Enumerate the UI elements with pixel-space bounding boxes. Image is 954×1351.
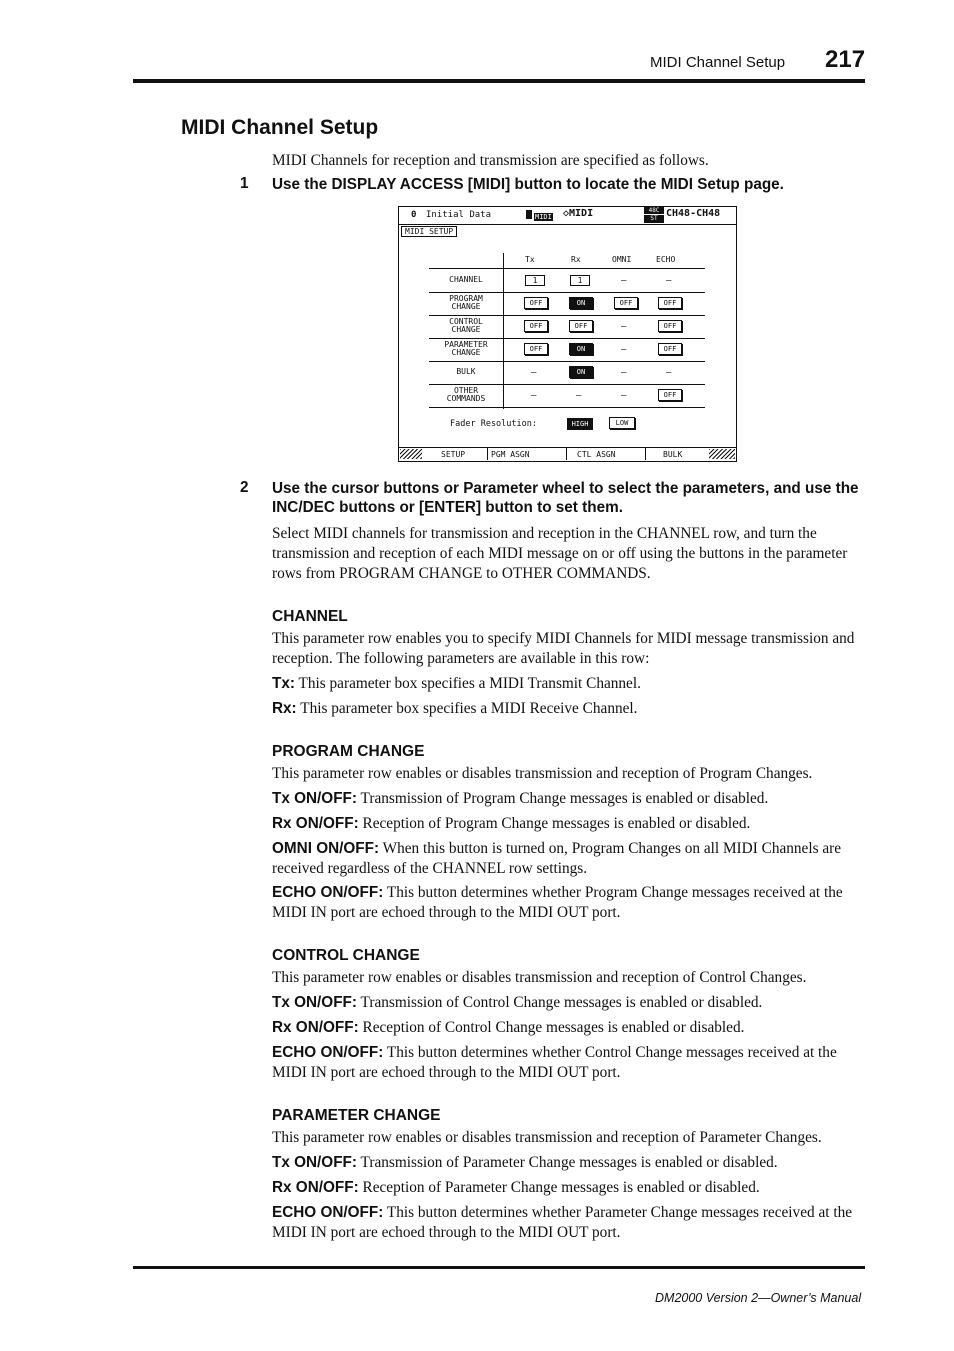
lcd-row-oth-2: COMMANDS bbox=[446, 394, 486, 403]
term-tx-onoff: Tx ON/OFF: bbox=[272, 994, 357, 1011]
term-omni-onoff: OMNI ON/OFF: bbox=[272, 840, 380, 857]
program-change-omni-item bbox=[272, 839, 864, 879]
parameter-change-echo-text: This button determines whether Parameter Change messages received at the MIDI IN port are echoed through to the MIDI OUT port. bbox=[272, 1204, 853, 1241]
lcd-badge-top: 48C bbox=[644, 207, 664, 214]
lcd-col-echo: ECHO bbox=[656, 255, 676, 264]
term-rx-onoff: Rx ON/OFF: bbox=[272, 1179, 359, 1196]
lcd-tab-hatch-right bbox=[709, 449, 735, 459]
lcd-screen bbox=[398, 206, 737, 462]
lcd-row-ctl-2: CHANGE bbox=[451, 325, 481, 334]
lcd-tab-divider bbox=[566, 448, 567, 460]
term-echo-onoff: ECHO ON/OFF: bbox=[272, 1044, 384, 1061]
lcd-midi-glyph-icon bbox=[526, 210, 532, 219]
term-rx-onoff: Rx ON/OFF: bbox=[272, 815, 359, 832]
program-change-body: This parameter row enables or disables transmission and reception of Program Changes. bbox=[272, 765, 813, 782]
footer-manual-title: DM2000 Version 2—Owner’s Manual bbox=[655, 1291, 862, 1305]
lcd-row-ctl-1: CONTROL bbox=[449, 317, 483, 326]
running-header-section: MIDI Channel Setup bbox=[650, 54, 786, 71]
lcd-bulk-echo-value: – bbox=[666, 368, 672, 378]
parameter-change-rx-text: Reception of Parameter Change messages is enabled or disabled. bbox=[362, 1179, 760, 1196]
lcd-row-rule bbox=[429, 338, 705, 339]
lcd-fader-resolution-label: Fader Resolution: bbox=[450, 419, 537, 429]
control-change-body: This parameter row enables or disables transmission and reception of Control Changes. bbox=[272, 969, 807, 986]
lcd-oth-tx-value: – bbox=[531, 391, 537, 401]
lcd-fader-high-button[interactable]: HIGH bbox=[567, 418, 593, 430]
control-change-echo-text: This button determines whether Control Change messages received at the MIDI IN port are echoed through to the MIDI OUT port. bbox=[272, 1044, 837, 1081]
term-tx-onoff: Tx ON/OFF: bbox=[272, 790, 357, 807]
lcd-row-rule bbox=[429, 361, 705, 362]
program-change-rx-text: Reception of Program Change messages is enabled or disabled. bbox=[362, 815, 751, 832]
lcd-row-prm-1: PARAMETER bbox=[444, 340, 488, 349]
intro-paragraph: MIDI Channels for reception and transmission are specified as follows. bbox=[272, 152, 709, 169]
control-change-echo-item bbox=[272, 1043, 864, 1083]
lcd-channel-range: CH48-CH48 bbox=[666, 208, 721, 219]
term-tx: Tx: bbox=[272, 675, 295, 692]
lcd-ctl-echo-button[interactable]: OFF bbox=[658, 320, 682, 332]
channel-rx-item bbox=[272, 699, 864, 719]
lcd-row-oth-1: OTHER bbox=[453, 386, 479, 395]
lcd-channel-echo-value: – bbox=[666, 276, 672, 286]
lcd-header-divider bbox=[503, 253, 504, 269]
step-text-1: Use the DISPLAY ACCESS [MIDI] button to locate the MIDI Setup page. bbox=[272, 176, 784, 193]
lcd-oth-echo-button[interactable]: OFF bbox=[658, 389, 682, 401]
lcd-row-rule bbox=[429, 407, 705, 408]
lcd-scene-number: 0 bbox=[411, 210, 417, 220]
lcd-row-rule bbox=[429, 384, 705, 385]
term-rx-onoff: Rx ON/OFF: bbox=[272, 1019, 359, 1036]
lcd-prm-echo-button[interactable]: OFF bbox=[658, 343, 682, 355]
lcd-tab-bulk[interactable]: BULK bbox=[663, 450, 683, 459]
lcd-row-prm-2: CHANGE bbox=[451, 348, 481, 357]
program-change-echo-text: This button determines whether Program Change messages received at the MIDI IN port are echoed through to the MIDI OUT port. bbox=[272, 884, 843, 921]
lcd-tab-divider bbox=[645, 448, 646, 460]
parameter-change-rx-item bbox=[272, 1178, 864, 1198]
lcd-oth-rx-value: – bbox=[576, 391, 582, 401]
lcd-badge-bottom: ST bbox=[644, 215, 664, 223]
program-change-tx-item bbox=[272, 789, 864, 809]
term-echo-onoff: ECHO ON/OFF: bbox=[272, 884, 384, 901]
lcd-row-rule bbox=[429, 292, 705, 293]
lcd-midi-badge: MIDI bbox=[535, 213, 552, 221]
lcd-pgm-echo-button[interactable]: OFF bbox=[658, 297, 682, 309]
lcd-channel-tx-box[interactable]: 1 bbox=[525, 275, 545, 286]
lcd-tab-title: MIDI SETUP bbox=[401, 226, 457, 237]
lcd-channel-omni-value: – bbox=[621, 276, 627, 286]
lcd-title-bar bbox=[399, 207, 736, 225]
channel-body: This parameter row enables you to specify MIDI Channels for MIDI message transmission and reception. The following parameters are available in this row: bbox=[272, 630, 855, 667]
control-change-tx-item bbox=[272, 993, 864, 1013]
lcd-bulk-tx-value: – bbox=[531, 368, 537, 378]
control-change-tx-text: Transmission of Control Change messages is enabled or disabled. bbox=[360, 994, 763, 1011]
lcd-tab-ctl-asgn[interactable]: CTL ASGN bbox=[577, 450, 616, 459]
heading-channel: CHANNEL bbox=[272, 608, 348, 625]
lcd-oth-omni-value: – bbox=[621, 391, 627, 401]
lcd-row-rule bbox=[429, 315, 705, 316]
footer-rule bbox=[133, 1266, 865, 1269]
lcd-row-channel: CHANNEL bbox=[449, 275, 483, 284]
lcd-tab-pgm-asgn[interactable]: PGM ASGN bbox=[491, 450, 530, 459]
lcd-pgm-omni-button[interactable]: OFF bbox=[614, 297, 638, 309]
lcd-tab-divider bbox=[487, 448, 488, 460]
lcd-col-omni: OMNI bbox=[612, 255, 632, 264]
parameter-change-echo-item bbox=[272, 1203, 864, 1243]
lcd-prm-omni-value: – bbox=[621, 345, 627, 355]
lcd-page-name: ◇MIDI bbox=[563, 208, 594, 219]
lcd-tabbar-rule bbox=[399, 447, 736, 448]
lcd-bulk-rx-button[interactable]: ON bbox=[569, 366, 593, 378]
section-title: MIDI Channel Setup bbox=[181, 116, 379, 139]
parameter-change-tx-text: Transmission of Parameter Change messages is enabled or disabled. bbox=[360, 1154, 778, 1171]
term-rx: Rx: bbox=[272, 700, 297, 717]
program-change-omni-text: When this button is turned on, Program Changes on all MIDI Channels are received regardless of the CHANNEL row settings. bbox=[272, 840, 842, 877]
lcd-ctl-omni-value: – bbox=[621, 322, 627, 332]
lcd-row-bulk: BULK bbox=[456, 367, 476, 376]
lcd-pgm-tx-button[interactable]: OFF bbox=[524, 297, 548, 309]
lcd-col-rx: Rx bbox=[571, 255, 581, 264]
step2-body: Select MIDI channels for transmission and reception in the CHANNEL row, and turn the transmission and reception of each MIDI message on or off using the buttons in the parameter rows from PROGRAM CHANGE to OTHER COMMANDS. bbox=[272, 525, 848, 582]
channel-tx-text: This parameter box specifies a MIDI Transmit Channel. bbox=[298, 675, 641, 692]
program-change-tx-text: Transmission of Program Change messages is enabled or disabled. bbox=[360, 790, 769, 807]
lcd-prm-rx-button[interactable]: ON bbox=[569, 343, 593, 355]
program-change-echo-item bbox=[272, 883, 864, 923]
lcd-bulk-omni-value: – bbox=[621, 368, 627, 378]
channel-tx-item bbox=[272, 674, 864, 694]
heading-parameter-change: PARAMETER CHANGE bbox=[272, 1107, 441, 1124]
lcd-ctl-rx-button[interactable]: OFF bbox=[569, 320, 593, 332]
lcd-col-tx: Tx bbox=[525, 255, 535, 264]
parameter-change-tx-item bbox=[272, 1153, 864, 1173]
term-echo-onoff: ECHO ON/OFF: bbox=[272, 1204, 384, 1221]
lcd-channel-rx-box[interactable]: 1 bbox=[570, 275, 590, 286]
parameter-change-body: This parameter row enables or disables transmission and reception of Parameter Changes. bbox=[272, 1129, 822, 1146]
step-text-2: Use the cursor buttons or Parameter wheel to select the parameters, and use the INC/DEC buttons or [ENTER] button to set them. bbox=[272, 480, 859, 516]
term-tx-onoff: Tx ON/OFF: bbox=[272, 1154, 357, 1171]
lcd-header-rule bbox=[429, 268, 705, 269]
step-number-2: 2 bbox=[240, 479, 249, 496]
lcd-row-pgm-1: PROGRAM bbox=[449, 294, 483, 303]
lcd-prm-tx-button[interactable]: OFF bbox=[524, 343, 548, 355]
header-rule bbox=[133, 79, 865, 83]
control-change-rx-item bbox=[272, 1018, 864, 1038]
control-change-rx-text: Reception of Control Change messages is enabled or disabled. bbox=[362, 1019, 745, 1036]
heading-control-change: CONTROL CHANGE bbox=[272, 947, 420, 964]
page-number: 217 bbox=[825, 46, 866, 73]
lcd-scene-title: Initial Data bbox=[426, 210, 492, 220]
heading-program-change: PROGRAM CHANGE bbox=[272, 743, 425, 760]
lcd-ctl-tx-button[interactable]: OFF bbox=[524, 320, 548, 332]
step-number-1: 1 bbox=[240, 175, 249, 192]
lcd-row-pgm-2: CHANGE bbox=[451, 302, 481, 311]
program-change-rx-item bbox=[272, 814, 864, 834]
lcd-tab-hatch-left bbox=[400, 449, 422, 459]
channel-rx-text: This parameter box specifies a MIDI Receive Channel. bbox=[300, 700, 638, 717]
lcd-fader-low-button[interactable]: LOW bbox=[609, 417, 635, 429]
lcd-tab-setup[interactable]: SETUP bbox=[441, 450, 466, 459]
lcd-pgm-rx-button[interactable]: ON bbox=[569, 297, 593, 309]
